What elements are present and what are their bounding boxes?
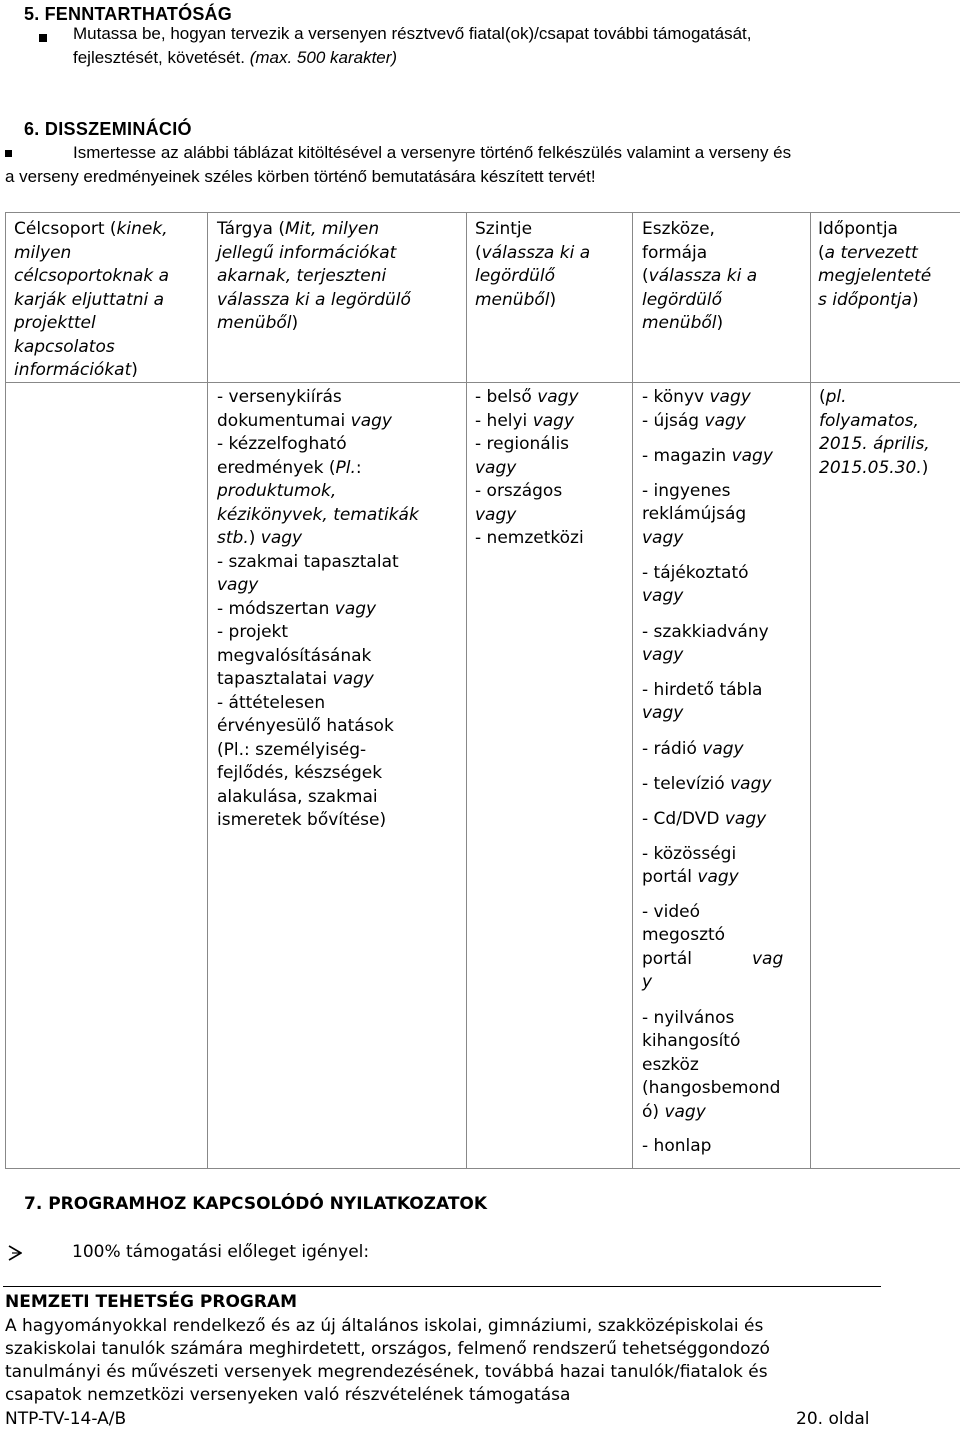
subject-option: : (355, 457, 362, 478)
level-option: - regionális (475, 434, 570, 454)
header-text: menüből (217, 313, 292, 333)
dissemination-table (5, 212, 960, 1169)
header-text: karják eljuttatni a (14, 289, 165, 310)
tool-option: reklámújság (642, 504, 747, 524)
header-text: s időpontja (818, 289, 912, 310)
square-bullet-icon (39, 34, 47, 42)
advance-payment-request: 100% támogatási előleget igényel: (72, 1242, 370, 1262)
header-text: Mit, milyen (284, 219, 380, 239)
section-6-text-line2: a verseny eredményeinek széles körben történő bemutatására készített tervét! (5, 167, 596, 186)
date-header (811, 213, 960, 383)
section-5-text-line2a: fejlesztését, követését. (73, 48, 250, 67)
tool-option: megosztó (642, 925, 726, 945)
footer-description-line4: csapatok nemzetközi versenyeken való részvételének támogatása (5, 1385, 571, 1405)
footer-description-line1: A hagyományokkal rendelkező és az új általános iskolai, gimnáziumi, szakközépiskolai és (5, 1316, 764, 1336)
header-text: Eszköze, (642, 219, 715, 239)
tool-option: - újság (642, 410, 705, 431)
header-text: menüből (475, 289, 550, 310)
tool-header (633, 213, 811, 383)
page-number: 20. oldal (796, 1409, 870, 1429)
tool-option-cd-dvd (642, 808, 807, 843)
or-word: vagy (475, 504, 517, 525)
or-word: vagy (260, 528, 303, 548)
or-word: vagy (730, 773, 772, 794)
header-text: menüből (642, 313, 717, 333)
or-word: vagy (217, 575, 259, 595)
or-word: vagy (709, 387, 751, 407)
header-text: projekttel (14, 313, 96, 333)
or-word: vagy (724, 808, 767, 829)
tool-option: - hirdető tábla (642, 679, 763, 700)
or-word: vagy (537, 387, 579, 407)
header-text: a tervezett (824, 242, 918, 263)
or-word: vagy (350, 410, 392, 431)
level-option: - helyi (475, 410, 533, 431)
tool-option: eszköz (642, 1054, 699, 1075)
arrow-bullet-icon (8, 1245, 22, 1261)
header-text: kinek, (116, 219, 168, 239)
footer-description-line2: szakiskolai tanulók számára meghirdetett, országos, felmenő rendszerű tehetséggondozó (5, 1339, 770, 1359)
tool-option: - magazin (642, 445, 732, 466)
date-example: ( (819, 387, 826, 407)
subject-option: alakulása, szakmai (217, 786, 378, 807)
header-text: Szintje (475, 219, 533, 239)
date-example: 2015.05.30. (819, 457, 922, 478)
or-word: vagy (664, 1101, 706, 1122)
subject-option: fejlődés, készségek (217, 763, 383, 783)
subject-option: ) (248, 528, 261, 548)
tool-option: - szakkiadvány (642, 621, 769, 642)
subject-option: produktumok, (217, 481, 337, 501)
section-5-text-line1: Mutassa be, hogyan tervezik a versenyen résztvevő fiatal(ok)/csapat további támogatását, (73, 24, 752, 43)
table-header-row (6, 213, 960, 383)
subject-option: - módszertan (217, 598, 335, 619)
tool-option-video-portal (642, 901, 807, 1007)
subject-header (208, 213, 467, 383)
document-code: NTP-TV-14-A/B (5, 1409, 127, 1429)
header-text: ( (818, 242, 825, 263)
header-text: válassza ki a legördülő (217, 289, 411, 310)
section-6-title: 6. DISSZEMINÁCIÓ (24, 119, 192, 139)
table-body-row (6, 383, 960, 1169)
tool-option: - honlap (642, 1135, 712, 1156)
tool-option-brochure (642, 562, 807, 621)
tool-option-newspaper (642, 410, 807, 445)
or-word: vagy (475, 457, 517, 478)
tool-option: - könyv (642, 387, 710, 407)
footer-description-line3: tanulmányi és művészeti versenyek megrendezésének, továbbá hazai tanulók/fiatalok és (5, 1362, 768, 1382)
tool-option-free-ad-paper (642, 480, 807, 562)
or-word: vagy (731, 445, 773, 466)
header-text: ) (291, 313, 299, 333)
subject-option: - projekt (217, 622, 289, 642)
or-word: vagy (332, 669, 374, 689)
subject-option: ismeretek bővítése) (217, 810, 387, 830)
level-cell (467, 383, 633, 1169)
header-text: Időpontja (818, 219, 898, 239)
tool-option: - Cd/DVD (642, 808, 725, 829)
tool-option-book (642, 386, 807, 410)
header-text: ) (716, 313, 724, 333)
level-option: - belső (475, 387, 538, 407)
max-characters-note: (max. 500 karakter) (249, 48, 398, 67)
tool-option: (hangosbemond (642, 1078, 781, 1098)
header-text: kapcsolatos (14, 336, 115, 357)
date-cell (811, 383, 960, 1169)
tool-option-trade-publication (642, 621, 807, 679)
tool-option-public-address (642, 1007, 807, 1135)
subject-option: - szakmai tapasztalat (217, 551, 399, 572)
header-text: legördülő (642, 289, 723, 310)
header-text: Célcsoport ( (14, 219, 117, 239)
header-text: célcsoportoknak a (14, 266, 170, 286)
or-word: vagy (642, 703, 684, 723)
subject-option: - kézzelfogható (217, 434, 347, 454)
section-5-text-line2 (73, 46, 397, 70)
subject-option: érvényesülő hatások (217, 716, 394, 736)
or-word: vagy (642, 645, 684, 665)
date-example: pl. (825, 387, 847, 407)
header-text: ( (475, 242, 482, 263)
section-7-title: 7. PROGRAMHOZ KAPCSOLÓDÓ NYILATKOZATOK (24, 1194, 488, 1214)
tool-option: - videó (642, 901, 700, 922)
section-5-title: 5. FENNTARTHATÓSÁG (24, 4, 232, 24)
target-group-header (6, 213, 208, 383)
header-text: formája (642, 242, 708, 263)
header-text: megjelenteté (818, 266, 932, 286)
or-word: vagy (334, 598, 377, 619)
tool-option: - televízió (642, 773, 731, 794)
subject-option: megvalósításának (217, 645, 372, 666)
header-text: ) (911, 289, 919, 310)
subject-option: (Pl.: személyiség- (217, 739, 367, 760)
tool-option: - közösségi (642, 843, 737, 864)
or-word: vagy (642, 586, 684, 606)
date-example: 2015. április, (819, 434, 930, 454)
or-word: vagy (704, 410, 746, 431)
level-header (467, 213, 633, 383)
header-text: ) (131, 360, 138, 380)
header-text: válassza ki a (481, 242, 591, 263)
or-word: vagy (702, 738, 744, 759)
or-word: vagy (532, 410, 575, 431)
header-text: információkat (14, 360, 132, 380)
tool-option: - ingyenes (642, 480, 731, 501)
tool-option-billboard (642, 679, 807, 738)
subject-cell (208, 383, 467, 1169)
tool-option-radio (642, 738, 807, 773)
tool-option: - tájékoztató (642, 562, 749, 583)
or-word: y (642, 972, 653, 992)
subject-option: Pl. (335, 457, 356, 478)
tool-option: ó) (642, 1101, 665, 1122)
date-example: folyamatos, (819, 410, 919, 431)
header-text: ) (549, 289, 557, 310)
header-text: akarnak, terjeszteni (217, 266, 387, 286)
subject-option: tapasztalatai (217, 669, 333, 689)
header-text: milyen (14, 242, 72, 263)
tool-option: - nyilvános (642, 1007, 735, 1028)
tool-option: portál (642, 867, 698, 887)
tool-option-website (642, 1135, 807, 1159)
tool-option: - rádió (642, 738, 703, 759)
or-word: vag (752, 948, 784, 969)
footer-divider (3, 1286, 881, 1287)
header-text: legördülő (475, 266, 556, 286)
or-word: vagy (697, 867, 739, 887)
subject-option: - versenykiírás (217, 387, 342, 407)
header-text: Tárgya ( (217, 219, 285, 239)
header-text: ( (642, 266, 649, 286)
tool-option-magazine (642, 445, 807, 480)
tool-option-television (642, 773, 807, 808)
subject-option: stb. (217, 528, 249, 548)
level-option: - országos (475, 481, 563, 501)
square-bullet-icon (5, 150, 12, 157)
target-group-cell (6, 383, 208, 1169)
subject-option: - áttételesen (217, 692, 326, 713)
tool-option: portál (642, 948, 692, 969)
subject-option: eredmények ( (217, 457, 336, 478)
date-example: ) (921, 457, 929, 478)
level-option: - nemzetközi (475, 528, 584, 548)
footer-program-title: NEMZETI TEHETSÉG PROGRAM (5, 1292, 298, 1312)
header-text: jellegű információkat (217, 242, 397, 263)
or-word: vagy (642, 527, 684, 548)
tool-cell (633, 383, 811, 1169)
tool-option: kihangosító (642, 1031, 741, 1051)
subject-option: kézikönyvek, tematikák (217, 504, 419, 525)
subject-option: dokumentumai (217, 410, 351, 431)
section-6-text-line1: Ismertesse az alábbi táblázat kitöltésével a versenyre történő felkészülés valamint a verseny és (73, 143, 792, 162)
header-text: válassza ki a (648, 266, 758, 286)
tool-option-community-portal (642, 843, 807, 901)
